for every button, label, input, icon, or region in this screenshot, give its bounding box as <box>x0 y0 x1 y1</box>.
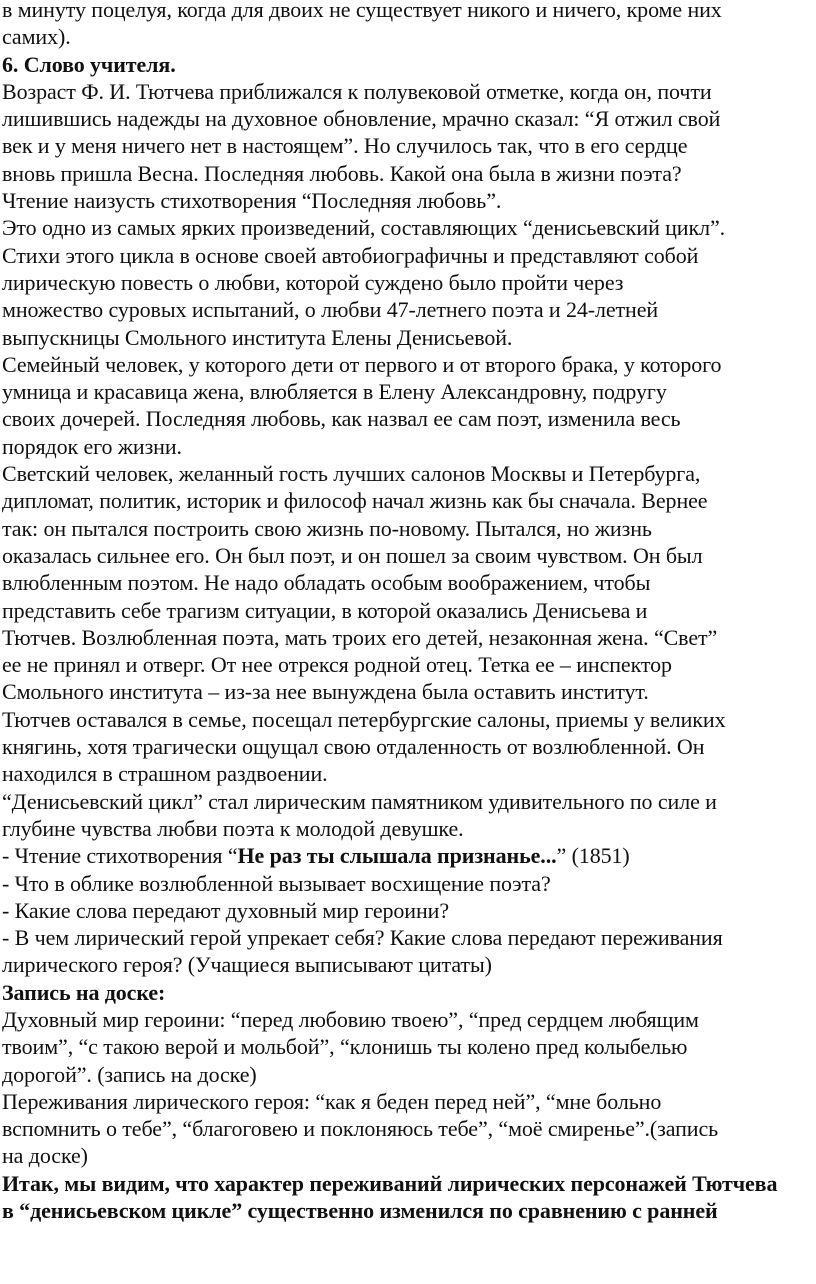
text: лирического героя? (Учащиеся выписывают цитаты) <box>2 952 492 978</box>
text-line <box>2 1115 812 1142</box>
text-line <box>2 569 812 596</box>
text: порядок его жизни. <box>2 433 182 459</box>
text: самих). <box>2 24 71 50</box>
text-line <box>2 324 812 351</box>
text-line <box>2 870 812 897</box>
text-line <box>2 23 812 50</box>
text-line <box>2 924 812 951</box>
text-line <box>2 733 812 760</box>
text: находился в страшном раздвоении. <box>2 761 328 787</box>
text-line <box>2 433 812 460</box>
text: Переживания лирического героя: “как я беден перед ней”, “мне больно <box>2 1088 662 1114</box>
text: множество суровых испытаний, о любви 47-летнего поэта и 24-летней <box>2 297 659 323</box>
text: ее не принял и отверг. От нее отрекся родной отец. Тетка ее – инспектор <box>2 652 672 678</box>
text-line <box>2 1197 812 1224</box>
text: дипломат, политик, историк и философ начал жизнь как бы сначала. Вернее <box>2 488 708 514</box>
text: так: он пытался построить свою жизнь по-новому. Пытался, но жизнь <box>2 515 652 541</box>
text: влюбленным поэтом. Не надо обладать особым воображением, чтобы <box>2 570 651 596</box>
text-line <box>2 78 812 105</box>
text: вспомнить о тебе”, “благоговею и поклоняюсь тебе”, “моё смиренье”.(запись <box>2 1116 719 1142</box>
bold-text: Не раз ты слышала признанье... <box>237 843 557 869</box>
text: Это одно из самых ярких произведений, составляющих “денисьевский цикл”. <box>2 215 726 241</box>
text: - Какие слова передают духовный мир героини? <box>2 897 449 923</box>
text: умница и красавица жена, влюбляется в Елену Александровну, подругу <box>2 379 667 405</box>
text: твоим”, “с такою верой и мольбой”, “клонишь ты колено пред колыбелью <box>2 1034 688 1060</box>
text: Семейный человек, у которого дети от первого и от второго брака, у которого <box>2 351 722 377</box>
bold-text: 6. Слово учителя. <box>2 51 176 77</box>
text-line <box>2 269 812 296</box>
text-line <box>2 187 812 214</box>
text-line <box>2 788 812 815</box>
text: ” (1851) <box>556 843 630 869</box>
text: представить себе трагизм ситуации, в которой оказались Денисьева и <box>2 597 648 623</box>
text: Тютчев. Возлюбленная поэта, мать троих его детей, незаконная жена. “Свет” <box>2 624 718 650</box>
text-line <box>2 132 812 159</box>
text: лирическую повесть о любви, которой суждено было пройти через <box>2 269 624 295</box>
text-line <box>2 1088 812 1115</box>
text-line <box>2 651 812 678</box>
text: - В чем лирический герой упрекает себя? Какие слова передают переживания <box>2 925 723 951</box>
text: Смольного института – из-за нее вынуждена была оставить институт. <box>2 679 649 705</box>
text-line <box>2 0 812 23</box>
text-line <box>2 1061 812 1088</box>
text-line <box>2 624 812 651</box>
text: - Чтение стихотворения “ <box>2 843 238 869</box>
text-line <box>2 1006 812 1033</box>
text-line <box>2 487 812 514</box>
text: на доске) <box>2 1143 88 1169</box>
text: своих дочерей. Последняя любовь, как назвал ее сам поэт, изменила весь <box>2 406 681 432</box>
text-line <box>2 815 812 842</box>
text-line <box>2 897 812 924</box>
text-line <box>2 378 812 405</box>
text-line <box>2 460 812 487</box>
text-line <box>2 1170 812 1197</box>
bold-text: в “денисьевском цикле” существенно изменился по сравнению с ранней <box>2 1198 718 1224</box>
text-line <box>2 405 812 432</box>
text: - Что в облике возлюбленной вызывает восхищение поэта? <box>2 870 551 896</box>
text: Стихи этого цикла в основе своей автобиографичны и представляют собой <box>2 242 699 268</box>
text: Светский человек, желанный гость лучших салонов Москвы и Петербурга, <box>2 461 701 487</box>
text: в минуту поцелуя, когда для двоих не существует никого и ничего, кроме них <box>2 0 722 22</box>
text-line <box>2 842 812 869</box>
text: Чтение наизусть стихотворения “Последняя любовь”. <box>2 188 502 214</box>
text-line <box>2 979 812 1006</box>
text-line <box>2 1142 812 1169</box>
text-line <box>2 542 812 569</box>
text-line <box>2 242 812 269</box>
bold-text: Запись на доске: <box>2 979 166 1005</box>
text-line <box>2 214 812 241</box>
text-line <box>2 160 812 187</box>
bold-text: Итак, мы видим, что характер переживаний лирических персонажей Тютчева <box>2 1170 778 1196</box>
text-line <box>2 296 812 323</box>
text-line <box>2 951 812 978</box>
text: глубине чувства любви поэта к молодой девушке. <box>2 815 464 841</box>
text-line <box>2 515 812 542</box>
text-line <box>2 51 812 78</box>
text: оказалась сильнее его. Он был поэт, и он пошел за своим чувством. Он был <box>2 542 703 568</box>
text: выпускницы Смольного института Елены Денисьевой. <box>2 324 513 350</box>
text: “Денисьевский цикл” стал лирическим памятником удивительного по силе и <box>2 788 717 814</box>
text-line <box>2 706 812 733</box>
text-line <box>2 760 812 787</box>
text: век и у меня ничего нет в настоящем”. Но случилось так, что в его сердце <box>2 133 688 159</box>
text: княгинь, хотя трагически ощущал свою отдаленность от возлюбленной. Он <box>2 734 705 760</box>
text: Возраст Ф. И. Тютчева приближался к полувековой отметке, когда он, почти <box>2 78 712 104</box>
text-line <box>2 1033 812 1060</box>
text-line <box>2 105 812 132</box>
text-line <box>2 597 812 624</box>
text-line <box>2 678 812 705</box>
text: Духовный мир героини: “перед любовию твоею”, “пред сердцем любящим <box>2 1006 699 1032</box>
text: лишившись надежды на духовное обновление, мрачно сказал: “Я отжил свой <box>2 106 721 132</box>
text-line <box>2 351 812 378</box>
text: вновь пришла Весна. Последняя любовь. Какой она была в жизни поэта? <box>2 160 682 186</box>
text: дорогой”. (запись на доске) <box>2 1061 257 1087</box>
text: Тютчев оставался в семье, посещал петербургские салоны, приемы у великих <box>2 706 726 732</box>
